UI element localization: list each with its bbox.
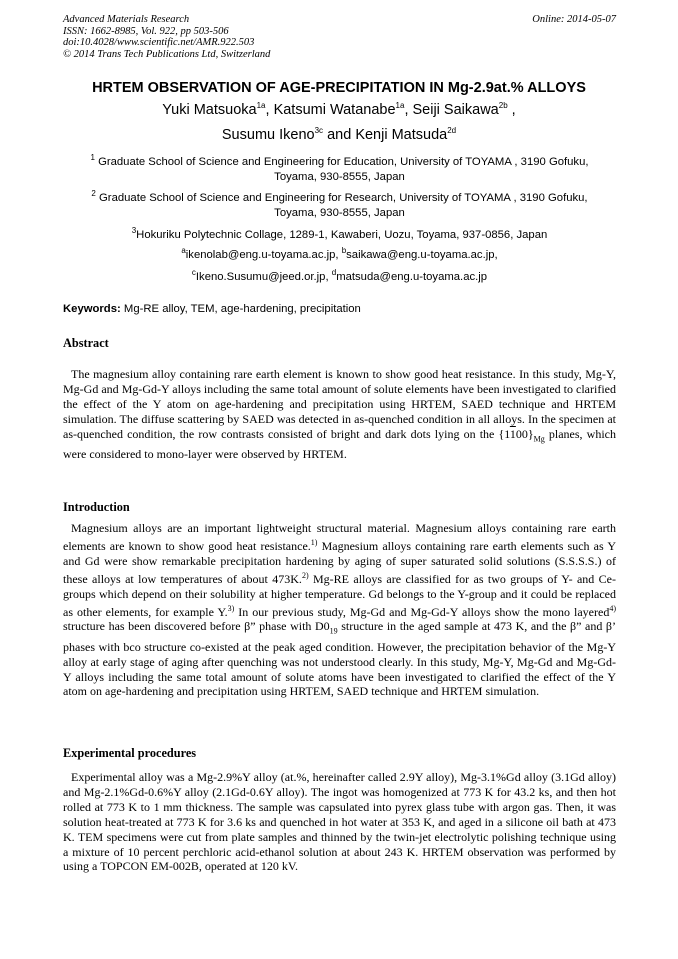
affiliation-text: Toyama, 930-8555, Japan	[274, 206, 405, 219]
experimental-heading: Experimental procedures	[63, 746, 197, 760]
paper-title: HRTEM OBSERVATION OF AGE-PRECIPITATION IN Mg-2.9at.% ALLOYS	[92, 80, 586, 96]
introduction-paragraph: Magnesium alloys are an important lightweight structural material. Magnesium alloys containing rare earth elements are known to show good heat resistance.$^{1)}$ Magnesium alloys containing rare earth elements such as Y and Gd were show remarkable precipitation hardening by aging of super saturated solid solutions (S.S.S.S.) of these alloys at low temperatures of about 473K.$^{2)}$ Mg-RE alloys are classified for as two groups of Y- and Ce-groups which depend on their solubility at higher temperature. Gd belongs to the Y-group and it could be replaced as other elements, for example Y.$^{3)}$ In our previous study, Mg-Gd and Mg-Gd-Y alloys show the mono layered$^{4)}$ structure has been discovered before β” phase with $D0_{19}$ structure in the aged sample at 473 K, and the β” and β’ phases with bco structure co-existed at the peak aged condition. However, the precipitation behavior of the Mg-Y alloy at early stage of aging after quenching was not understood clearly. In this study, Mg-Y, Mg-Gd and Mg-Gd-Y alloys including the same total amount of solute atoms have been investigated to clarified the effect of the Y atom on age-hardening and precipitation using HRTEM, SAED technique and HRTEM simulation.	[63, 521, 617, 699]
author-line-1: Yuki Matsuoka$^{1a}$, Katsumi Watanabe$^{1a}$, Seiji Saikawa$^{2b}$ ,	[162, 101, 516, 118]
author-affiliation-mark: 1a	[395, 101, 405, 111]
email-mark: a	[181, 246, 186, 256]
author-line-2	[40, 127, 638, 143]
journal-copyright: © 2014 Trans Tech Publications Ltd, Switzerland	[63, 48, 271, 60]
author-name: Kenji Matsuda	[355, 127, 448, 143]
citation-ref: 1)	[310, 537, 318, 547]
email-address: Ikeno.Susumu@jeed.or.jp,	[195, 271, 329, 283]
author-name: Seiji Saikawa	[412, 102, 499, 118]
keywords-text: Mg-RE alloy, TEM, age-hardening, precipitation	[123, 303, 361, 315]
affiliation-number: 2	[91, 189, 96, 199]
author-name: Susumu Ikeno	[221, 127, 315, 143]
miller-index: $\{1100\}_{Mg}$	[498, 426, 545, 444]
author-affiliation-mark: 2d	[447, 126, 457, 136]
email-line-1: $^a$ikenolab@eng.u-toyama.ac.jp, $^b$saikawa@eng.u-toyama.ac.jp,	[181, 246, 498, 261]
experimental-paragraph: Experimental alloy was a Mg-2.9%Y alloy (at.%, hereinafter called 2.9Y alloy), Mg-3.1%Gd alloy (3.1Gd alloy) and Mg-2.1%Gd-0.6%Y alloy (2.1Gd-0.6Y alloy). The ingot was homogenized at 773 K for 43.2 ks, and then hot rolled at 773 K to 1 mm thickness. The sample was capsulated into pyrex glass tube with argon gas. Then, it was solution heat-treated at 773 K for 3.6 ks and quenched in hot water at 353 K, and aged in a silicone oil bath at 473 K. TEM specimens were cut from plate samples and thinned by the twin-jet electrolytic polishing technique using a mixture of 10 percent perchloric acid-ethanol solution at about 243 K. HRTEM observation was performed by using a TOPCON EM-002B, operated at 120 kV.	[63, 770, 616, 874]
affiliation-number: 3	[131, 226, 137, 236]
abstract-heading: Abstract	[63, 336, 109, 350]
author-affiliation-mark: 1a	[256, 101, 266, 111]
journal-issn: ISSN: 1662-8985, Vol. 922, pp 503-506	[63, 25, 229, 37]
affiliation-number: 1	[90, 153, 95, 163]
journal-header	[63, 14, 616, 60]
affiliation-text: Graduate School of Science and Engineering for Education, University of TOYAMA , 3190 Gofuku,	[98, 156, 589, 168]
journal-name: Advanced Materials Research	[63, 14, 190, 25]
affiliation-text: Toyama, 930-8555, Japan	[274, 170, 405, 183]
author-conjunction: and	[327, 127, 352, 143]
email-address: saikawa@eng.u-toyama.ac.jp,	[346, 249, 498, 261]
email-address: ikenolab@eng.u-toyama.ac.jp	[185, 249, 336, 261]
affiliation-text: Hokuriku Polytechnic Collage, 1289-1, Kawaberi, Uozu, Toyama, 937-0856, Japan	[136, 229, 548, 241]
citation-ref: 2)	[301, 570, 309, 580]
email-line-2	[63, 268, 616, 283]
author-name: Yuki Matsuoka	[162, 102, 257, 118]
affiliation-3	[63, 228, 616, 243]
journal-doi: doi:10.4028/www.scientific.net/AMR.922.503	[63, 37, 255, 48]
author-affiliation-mark: 2b	[498, 101, 508, 111]
citation-ref: 4)	[609, 603, 616, 613]
affiliation-text: Graduate School of Science and Engineering for Research, University of TOYAMA , 3190 Gofuku,	[99, 192, 588, 204]
keywords	[63, 303, 616, 315]
abstract-paragraph: The magnesium alloy containing rare earth element is known to show good heat resistance. In this study, Mg-Y, Mg-Gd and Mg-Gd-Y alloys including the same total amount of solute elements have been investigated to clarified the effect of the Y atom on age-hardening and precipitation using HRTEM, SAED technique and HRTEM simulation. The diffuse scattering by SAED was detected in as-quenched condition in all alloys. In the specimen at as-quenched condition, the row contrasts consisted of bright and dark dots lying on the $\{1100\}_{Mg}$ planes, which were considered to mono-layer were observed by HRTEM.	[63, 367, 617, 461]
affiliation-2	[63, 191, 616, 220]
citation-ref: 3)	[227, 603, 235, 613]
email-address: matsuda@eng.u-toyama.ac.jp	[336, 271, 488, 283]
introduction-heading: Introduction	[63, 500, 130, 514]
online-date: Online: 2014-05-07	[532, 14, 616, 25]
keywords-label: Keywords:	[63, 303, 121, 315]
email-mark: c	[191, 268, 196, 278]
author-name: Katsumi Watanabe	[273, 102, 396, 118]
email-mark: d	[331, 268, 337, 278]
affiliation-1	[63, 155, 616, 184]
email-mark: b	[341, 246, 347, 256]
author-affiliation-mark: 3c	[314, 126, 324, 136]
